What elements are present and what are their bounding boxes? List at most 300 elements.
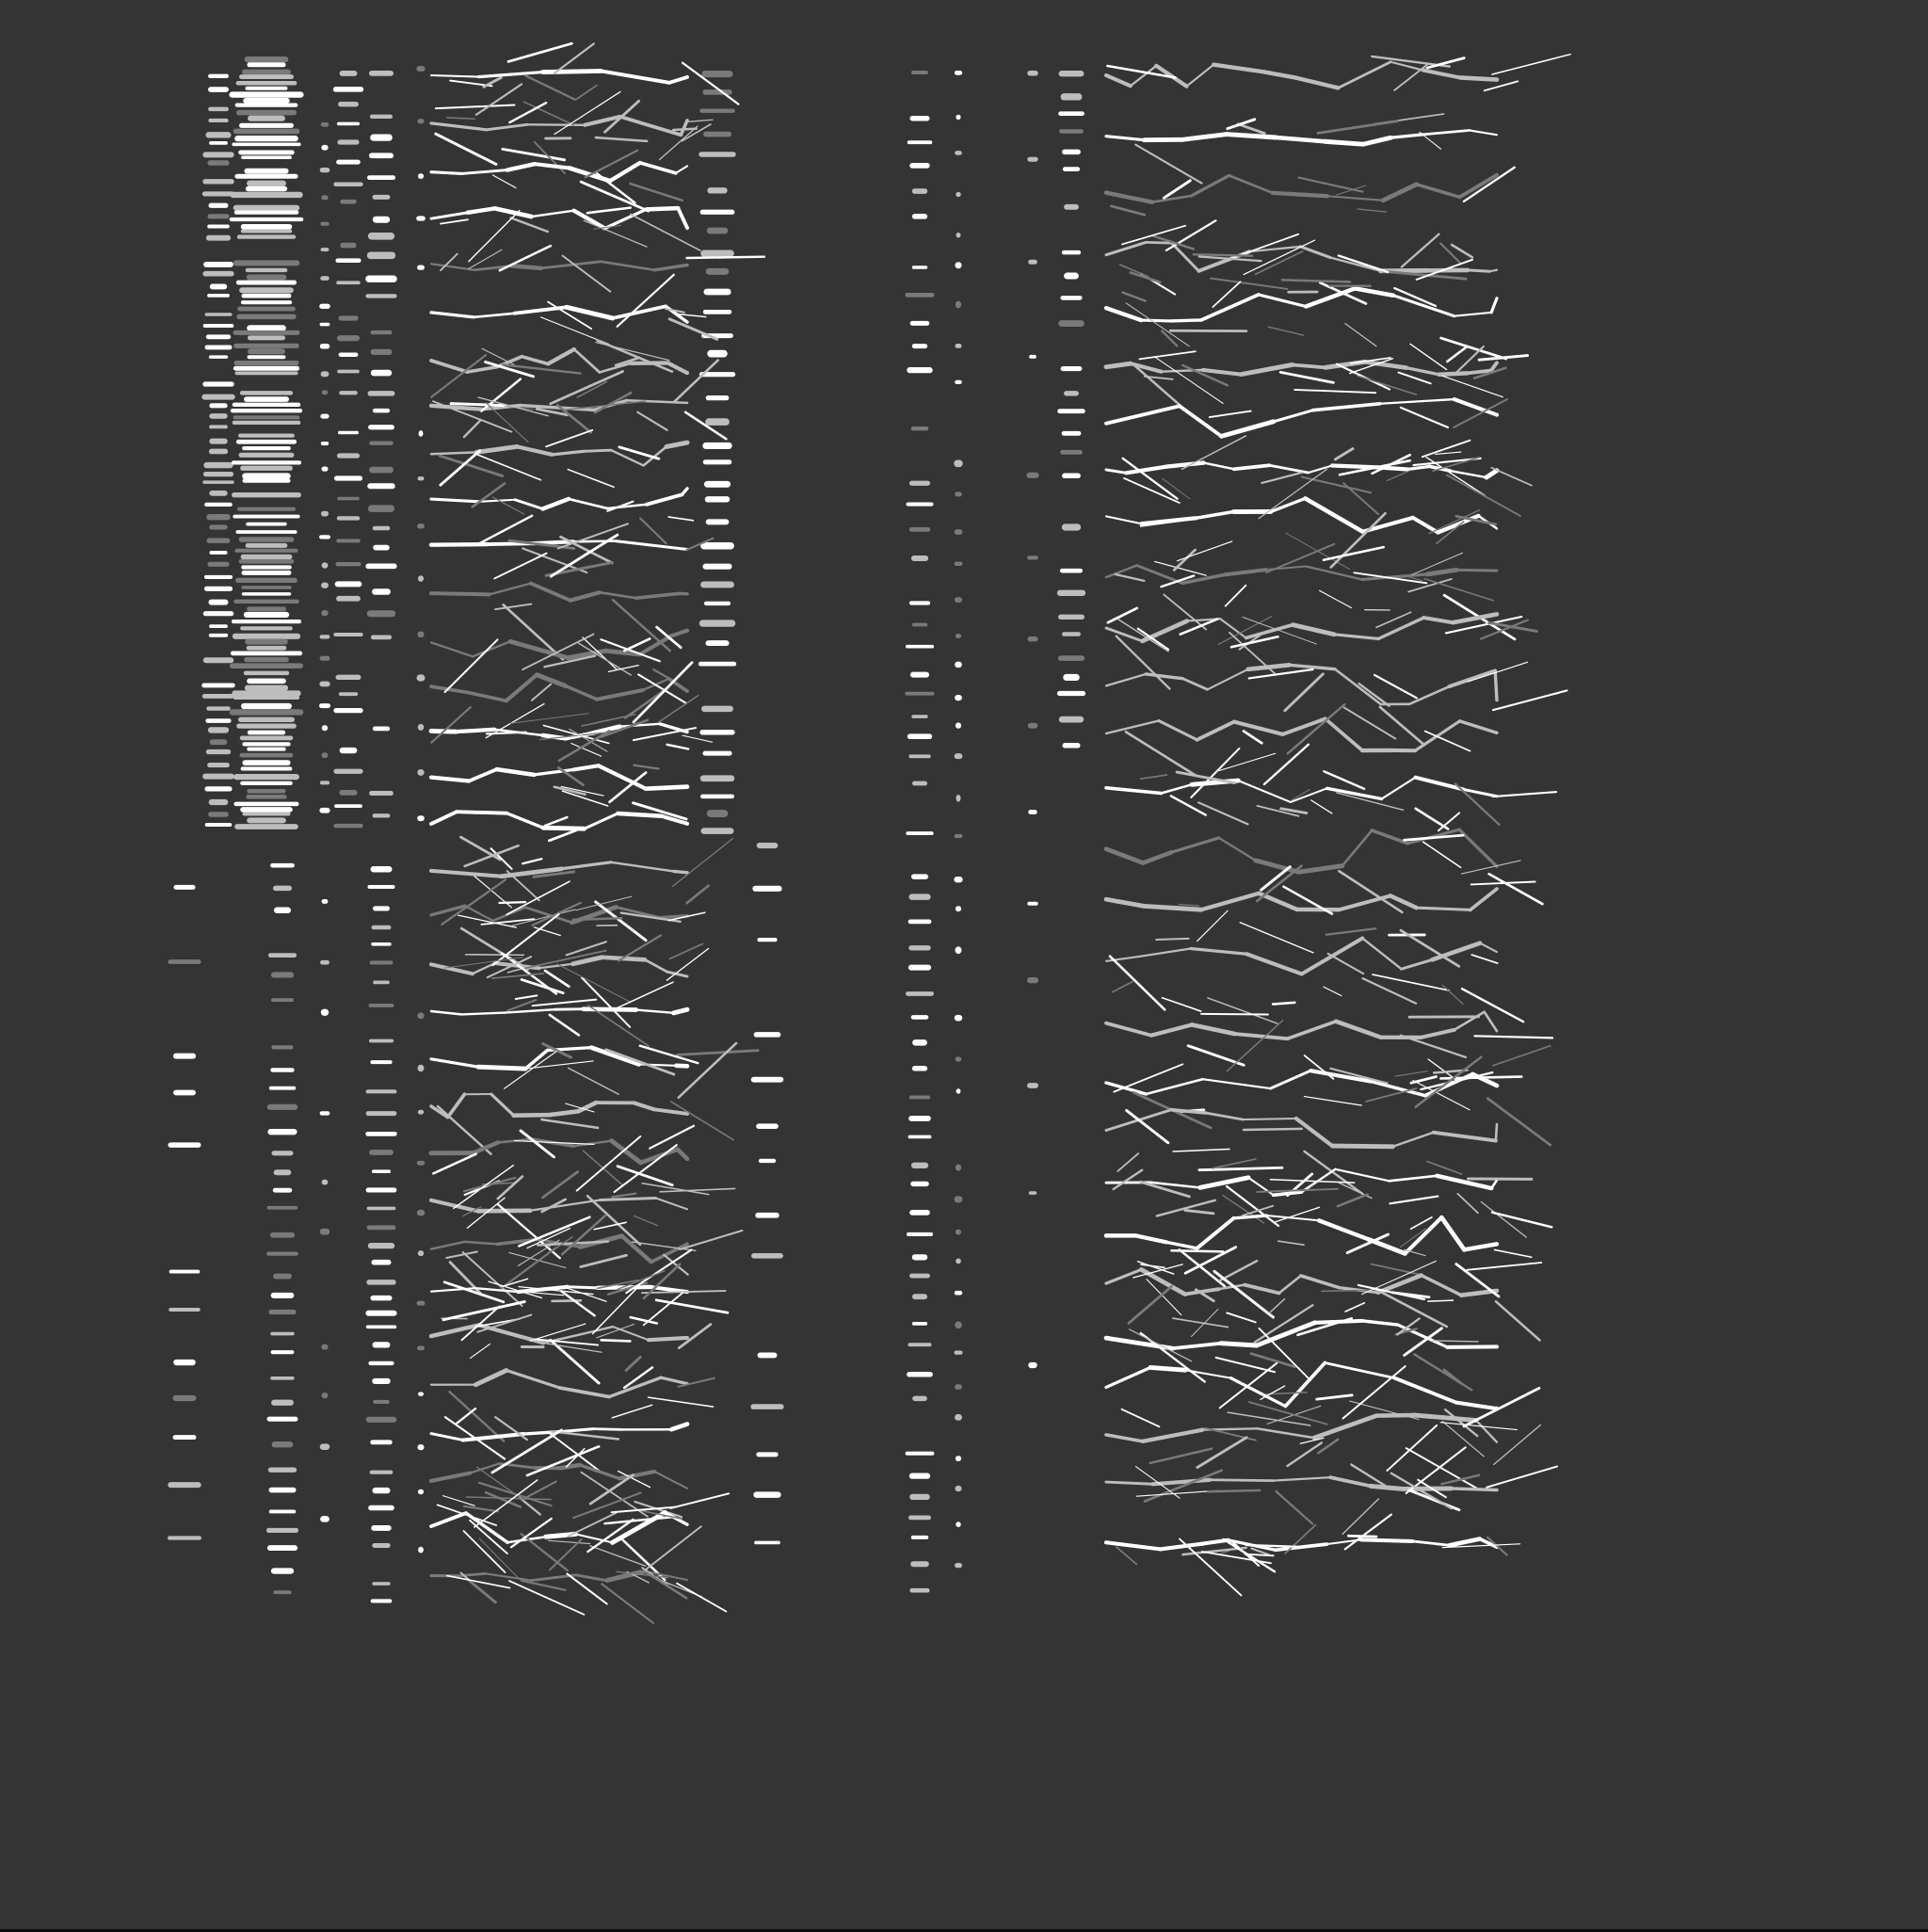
dash-column-right-b: [955, 71, 962, 75]
dash-column-left-f: [702, 443, 731, 449]
dash-column-left-f: [703, 459, 732, 464]
dash-column-left-j: [372, 1582, 390, 1586]
stroke-band-left: [573, 918, 622, 920]
dash-column-left-c: [320, 635, 330, 638]
dash-column-left-b: [242, 592, 291, 596]
dash-column-right-d: [1064, 204, 1079, 210]
dash-column-left-b: [231, 409, 302, 412]
dash-column-left-h: [272, 1441, 294, 1447]
dash-column-left-d: [340, 71, 358, 76]
dash-column-left-j: [370, 1471, 394, 1474]
dash-column-left-a: [202, 191, 234, 196]
dash-column-right-c: [1029, 1191, 1036, 1195]
dash-column-right-a: [909, 163, 929, 169]
stroke-band-right: [1325, 141, 1363, 144]
dash-column-left-b: [236, 281, 297, 285]
dash-column-left-k: [417, 674, 426, 681]
dash-column-left-b: [241, 565, 292, 569]
dash-column-left-k: [417, 1012, 424, 1019]
dash-column-right-d: [1064, 391, 1079, 395]
dash-column-left-h: [267, 1206, 298, 1210]
dash-column-left-b: [240, 735, 293, 740]
dash-column-left-f: [700, 210, 735, 215]
dash-column-right-b: [956, 722, 961, 728]
dash-column-left-e: [370, 134, 393, 140]
dash-column-right-b: [955, 1321, 962, 1328]
dash-column-left-j: [367, 1207, 396, 1211]
dash-column-left-l: [750, 1404, 783, 1409]
dash-column-right-b: [956, 301, 961, 309]
stroke-band-left: [500, 902, 526, 903]
dash-column-left-d: [338, 315, 358, 320]
dash-column-left-b: [233, 366, 299, 371]
dash-column-left-j: [366, 1111, 397, 1116]
dash-column-left-a: [208, 812, 229, 817]
dash-column-right-d: [1062, 523, 1081, 530]
dash-column-left-h: [267, 1417, 298, 1422]
dash-column-left-f: [706, 640, 730, 646]
dash-column-left-b: [237, 307, 296, 312]
dash-column-left-b: [234, 211, 298, 215]
dash-column-left-b: [245, 638, 288, 644]
dash-column-left-a: [207, 224, 230, 228]
dash-column-left-j: [372, 1378, 391, 1384]
dash-column-right-c: [1028, 260, 1037, 265]
dash-column-left-d: [340, 748, 358, 753]
dash-column-right-a: [912, 344, 927, 348]
dash-column-left-k: [417, 769, 424, 776]
dash-column-left-b: [233, 403, 301, 407]
dash-column-left-a: [206, 706, 230, 710]
dash-column-right-b: [955, 597, 962, 603]
dash-column-left-j: [373, 980, 390, 984]
dash-column-right-a: [908, 1135, 932, 1139]
dash-column-left-b: [229, 91, 303, 97]
dash-column-left-e: [373, 545, 390, 551]
stroke-band-right: [1201, 1014, 1268, 1015]
dash-column-right-c: [1027, 902, 1037, 906]
dash-column-left-e: [369, 71, 394, 76]
dash-column-right-b: [955, 380, 962, 384]
dash-column-right-c: [1027, 1083, 1038, 1088]
stroke-band-right: [1460, 77, 1497, 79]
dash-column-left-k: [418, 1110, 424, 1115]
dash-column-left-a: [209, 524, 227, 529]
dash-column-left-h: [267, 1129, 297, 1135]
dash-column-right-b: [955, 1291, 962, 1296]
dash-column-left-g: [169, 1270, 201, 1274]
stroke-band-left: [512, 266, 541, 267]
dash-column-left-a: [209, 203, 229, 208]
dash-column-left-h: [268, 953, 297, 958]
stroke-band-left: [514, 1115, 550, 1116]
dash-column-left-b: [246, 268, 288, 272]
dash-column-left-f: [700, 542, 734, 549]
stroke-band-right: [1227, 135, 1277, 137]
dash-column-left-b: [233, 415, 300, 419]
dash-column-right-a: [908, 1343, 932, 1346]
dash-column-right-c: [1028, 1362, 1036, 1368]
dash-column-left-d: [339, 790, 357, 796]
dash-column-left-b: [241, 703, 292, 709]
dash-column-left-l: [755, 1213, 779, 1218]
dash-column-left-b: [233, 260, 299, 266]
stroke-band-left: [674, 871, 687, 872]
stroke-band-right: [1448, 1346, 1497, 1347]
dash-column-left-a: [203, 324, 234, 328]
dash-column-left-h: [273, 1274, 292, 1280]
dash-column-right-d: [1058, 615, 1084, 620]
dash-column-left-b: [233, 802, 298, 807]
dash-column-left-a: [204, 587, 233, 591]
dash-column-left-a: [209, 439, 227, 444]
stroke-band-left: [543, 828, 585, 829]
dash-column-left-c: [321, 610, 328, 616]
dash-column-right-b: [955, 344, 961, 348]
dash-column-right-a: [909, 1588, 929, 1593]
dash-column-left-c: [319, 535, 330, 539]
dash-column-left-i: [322, 1393, 329, 1398]
dash-column-left-i: [320, 1229, 330, 1235]
dash-column-right-a: [909, 1096, 930, 1100]
dash-column-left-h: [269, 1509, 296, 1513]
dash-column-right-b: [956, 1521, 960, 1527]
dash-column-left-l: [751, 1253, 783, 1259]
dash-column-left-k: [416, 216, 426, 220]
dash-column-left-b: [240, 781, 293, 785]
dash-column-left-a: [207, 763, 230, 767]
dash-column-left-g: [168, 1536, 201, 1539]
dash-column-left-g: [173, 1090, 196, 1096]
dash-column-left-b: [234, 136, 298, 141]
dash-column-left-b: [242, 742, 290, 746]
dash-column-left-c: [322, 752, 329, 758]
dash-column-left-l: [753, 1491, 780, 1497]
dash-column-left-a: [206, 334, 231, 339]
dash-column-left-h: [266, 1528, 298, 1533]
dash-column-left-a: [208, 74, 229, 78]
dash-column-right-a: [911, 555, 928, 561]
dash-column-left-a: [207, 539, 231, 543]
dash-column-left-g: [169, 1308, 200, 1312]
dash-column-left-e: [365, 276, 397, 282]
dash-column-right-c: [1027, 977, 1038, 983]
dash-column-left-a: [208, 119, 228, 122]
stroke-band-right: [1141, 320, 1170, 321]
dash-column-left-e: [373, 526, 390, 530]
dash-column-right-a: [907, 367, 932, 373]
dash-column-left-a: [203, 611, 233, 616]
dash-column-left-f: [700, 582, 734, 588]
dash-column-left-k: [417, 815, 425, 821]
dash-column-left-c: [321, 466, 328, 471]
dash-column-left-d: [338, 431, 359, 435]
dash-column-left-k: [418, 119, 425, 123]
dash-column-left-a: [201, 394, 234, 400]
dash-column-right-a: [911, 71, 928, 74]
dash-column-left-b: [241, 586, 291, 589]
dash-column-left-a: [209, 141, 228, 145]
dash-column-left-a: [202, 774, 234, 780]
dash-column-right-c: [1029, 355, 1036, 359]
stroke-band-left: [593, 1429, 621, 1430]
dash-column-right-b: [954, 877, 962, 882]
dash-column-left-e: [365, 564, 396, 570]
dash-column-left-h: [271, 1400, 294, 1406]
dash-column-left-e: [369, 441, 393, 444]
stroke-band-right: [1376, 1415, 1414, 1416]
dash-column-left-a: [209, 425, 228, 428]
dash-column-left-e: [367, 610, 396, 617]
dash-column-left-j: [368, 1505, 394, 1511]
dash-column-right-a: [912, 1066, 927, 1071]
dash-column-left-h: [270, 863, 295, 868]
dash-column-right-a: [906, 1452, 935, 1456]
dash-column-left-b: [240, 626, 293, 630]
dash-column-left-a: [206, 514, 231, 520]
dash-column-right-a: [912, 188, 928, 194]
stroke-band-right: [1194, 254, 1252, 255]
dash-column-right-a: [911, 874, 928, 878]
dash-column-left-f: [704, 481, 731, 488]
dash-column-right-b: [956, 1165, 961, 1171]
stroke-band-left: [568, 1287, 598, 1288]
dash-column-left-d: [338, 102, 359, 106]
dash-column-left-a: [209, 799, 229, 805]
dash-column-left-f: [702, 751, 731, 756]
dash-column-left-a: [203, 657, 233, 663]
dash-column-left-j: [372, 1543, 390, 1548]
dash-column-left-b: [230, 663, 303, 668]
dash-column-right-b: [956, 946, 962, 954]
dash-column-left-b: [247, 181, 286, 186]
dash-column-left-c: [322, 725, 328, 731]
dash-column-right-a: [912, 1254, 928, 1260]
dash-column-right-b: [955, 662, 962, 668]
dash-column-left-b: [234, 361, 299, 365]
dash-column-right-c: [1027, 636, 1037, 641]
dash-column-left-c: [321, 583, 329, 588]
dash-column-left-b: [234, 549, 297, 553]
dash-column-left-b: [248, 355, 286, 359]
dash-column-right-a: [910, 672, 929, 678]
dash-column-left-i: [321, 1009, 329, 1016]
dash-column-left-a: [205, 132, 231, 137]
dash-column-left-d: [334, 804, 362, 808]
stroke-band-left: [647, 208, 679, 209]
dash-column-right-b: [955, 1486, 961, 1491]
dash-column-left-e: [371, 349, 393, 355]
dash-column-left-b: [236, 81, 297, 86]
stroke-band-right: [1170, 320, 1201, 321]
dash-column-right-b: [954, 1351, 962, 1355]
dash-column-right-a: [912, 214, 927, 219]
dash-column-left-d: [336, 596, 361, 602]
dash-column-left-a: [209, 624, 228, 628]
dash-column-left-b: [235, 103, 298, 106]
dash-column-right-b: [956, 1259, 961, 1264]
dash-column-left-a: [204, 786, 232, 791]
dash-column-left-k: [417, 1210, 425, 1216]
dash-column-left-d: [337, 139, 359, 144]
dash-column-left-c: [321, 511, 329, 517]
dash-column-left-h: [270, 1068, 294, 1071]
dash-column-right-c: [1028, 810, 1037, 814]
dash-column-left-b: [248, 116, 285, 121]
dash-column-left-c: [320, 276, 329, 281]
dash-column-right-b: [955, 834, 963, 838]
dash-column-left-a: [209, 634, 228, 637]
dash-column-left-b: [242, 478, 290, 483]
dash-column-right-b: [956, 233, 960, 238]
dash-column-left-c: [319, 703, 330, 708]
dash-column-left-c: [321, 122, 329, 127]
stroke-band-right: [1208, 1490, 1260, 1491]
dash-column-left-h: [273, 886, 292, 892]
dash-column-right-c: [1027, 71, 1037, 76]
dash-column-right-d: [1062, 431, 1082, 436]
dash-column-right-b: [956, 115, 960, 120]
dash-column-left-j: [370, 960, 394, 964]
dash-column-left-i: [322, 1180, 329, 1185]
dash-column-right-a: [908, 733, 932, 739]
dash-column-right-d: [1060, 450, 1083, 455]
dash-column-right-d: [1060, 569, 1083, 573]
dash-column-left-a: [204, 575, 233, 579]
dash-column-left-b: [237, 234, 296, 238]
dash-column-left-b: [248, 348, 285, 354]
dash-column-left-e: [369, 153, 394, 158]
dash-column-right-d: [1064, 273, 1079, 280]
dash-column-left-k: [418, 1489, 424, 1494]
dash-column-right-a: [909, 601, 930, 604]
dash-column-left-d: [335, 581, 362, 587]
dash-column-left-c: [319, 304, 330, 309]
dash-column-left-b: [242, 571, 292, 575]
dash-column-left-e: [367, 483, 395, 489]
dash-column-left-e: [370, 330, 392, 334]
dash-column-left-j: [372, 926, 392, 929]
dash-column-left-b: [244, 671, 289, 676]
dash-column-left-a: [201, 684, 234, 688]
dash-column-right-d: [1059, 129, 1084, 133]
dash-column-left-e: [368, 505, 394, 512]
dash-column-left-b: [235, 578, 297, 583]
dash-column-right-a: [905, 692, 934, 696]
dash-column-left-a: [208, 87, 229, 92]
dash-column-right-b: [955, 262, 961, 268]
stroke-band-left: [431, 172, 462, 174]
dash-column-left-j: [365, 1311, 396, 1316]
dash-column-left-c: [321, 195, 328, 200]
dash-column-left-a: [207, 294, 230, 298]
dash-column-left-k: [418, 1392, 424, 1395]
dash-column-left-b: [236, 314, 296, 320]
dash-column-left-j: [369, 1004, 394, 1007]
dash-column-left-a: [202, 179, 233, 184]
dash-column-left-b: [241, 300, 292, 304]
dash-column-left-j: [373, 906, 390, 910]
dash-column-left-b: [234, 174, 297, 179]
dash-column-right-b: [956, 1230, 961, 1235]
stroke-band-right: [1348, 1536, 1376, 1537]
stroke-band-right: [1332, 465, 1377, 467]
dash-column-left-e: [373, 217, 390, 223]
dash-column-right-a: [908, 754, 930, 758]
dash-column-right-d: [1062, 150, 1081, 155]
stroke-band-right: [1332, 1146, 1392, 1147]
dash-column-left-j: [368, 1243, 394, 1248]
dash-column-left-f: [701, 706, 733, 713]
dash-column-right-d: [1058, 655, 1084, 661]
dash-column-left-b: [245, 56, 289, 62]
dash-column-left-j: [367, 1225, 396, 1230]
dash-column-left-b: [233, 330, 300, 335]
dash-column-left-h: [270, 1332, 294, 1336]
dash-column-left-b: [233, 515, 299, 519]
dash-column-left-j: [371, 1599, 393, 1602]
dash-column-left-b: [246, 795, 286, 799]
dash-column-right-a: [908, 894, 930, 899]
dash-column-left-c: [319, 682, 329, 687]
dash-column-left-b: [238, 150, 294, 154]
dash-column-left-b: [232, 142, 300, 146]
dash-column-left-b: [240, 391, 293, 395]
dash-column-left-l: [759, 1159, 776, 1163]
dash-column-left-b: [247, 748, 285, 751]
dash-column-left-a: [207, 160, 229, 166]
dash-column-right-d: [1058, 320, 1084, 327]
dash-column-left-a: [205, 345, 233, 349]
stroke-band-right: [1495, 670, 1497, 700]
dash-column-left-j: [373, 1400, 390, 1404]
dash-column-left-b: [246, 186, 287, 191]
dash-column-left-a: [203, 472, 233, 476]
dash-column-left-f: [706, 395, 730, 400]
dash-column-left-i: [320, 1516, 329, 1522]
dash-column-right-b: [955, 1196, 963, 1202]
dash-column-left-h: [269, 1087, 296, 1090]
dash-column-left-b: [242, 760, 290, 765]
dash-column-left-e: [373, 727, 390, 732]
dash-column-left-f: [705, 496, 731, 502]
stroke-band-left: [431, 593, 490, 594]
dash-column-left-b: [241, 155, 292, 159]
dash-column-right-b: [954, 460, 963, 468]
dash-column-left-a: [206, 749, 231, 754]
dash-column-left-d: [336, 539, 360, 542]
dash-column-left-b: [247, 325, 286, 330]
dash-column-right-b: [955, 529, 963, 535]
dash-column-right-a: [908, 140, 932, 144]
dash-column-left-a: [205, 718, 231, 723]
dash-column-left-a: [203, 262, 233, 267]
dash-column-left-d: [337, 122, 360, 126]
dash-column-left-j: [366, 1280, 395, 1285]
dash-column-left-h: [271, 1350, 295, 1354]
dash-column-right-a: [912, 1396, 927, 1402]
dash-column-left-a: [210, 739, 227, 745]
dash-column-left-h: [266, 1251, 298, 1255]
dash-column-left-k: [418, 173, 424, 179]
dash-column-left-a: [209, 403, 227, 408]
dash-column-left-b: [238, 717, 295, 722]
dash-column-right-a: [909, 481, 930, 486]
dash-column-left-a: [207, 214, 229, 218]
stroke-band-left: [457, 730, 495, 732]
dash-column-left-j: [366, 1187, 397, 1192]
dash-column-left-e: [369, 467, 394, 474]
